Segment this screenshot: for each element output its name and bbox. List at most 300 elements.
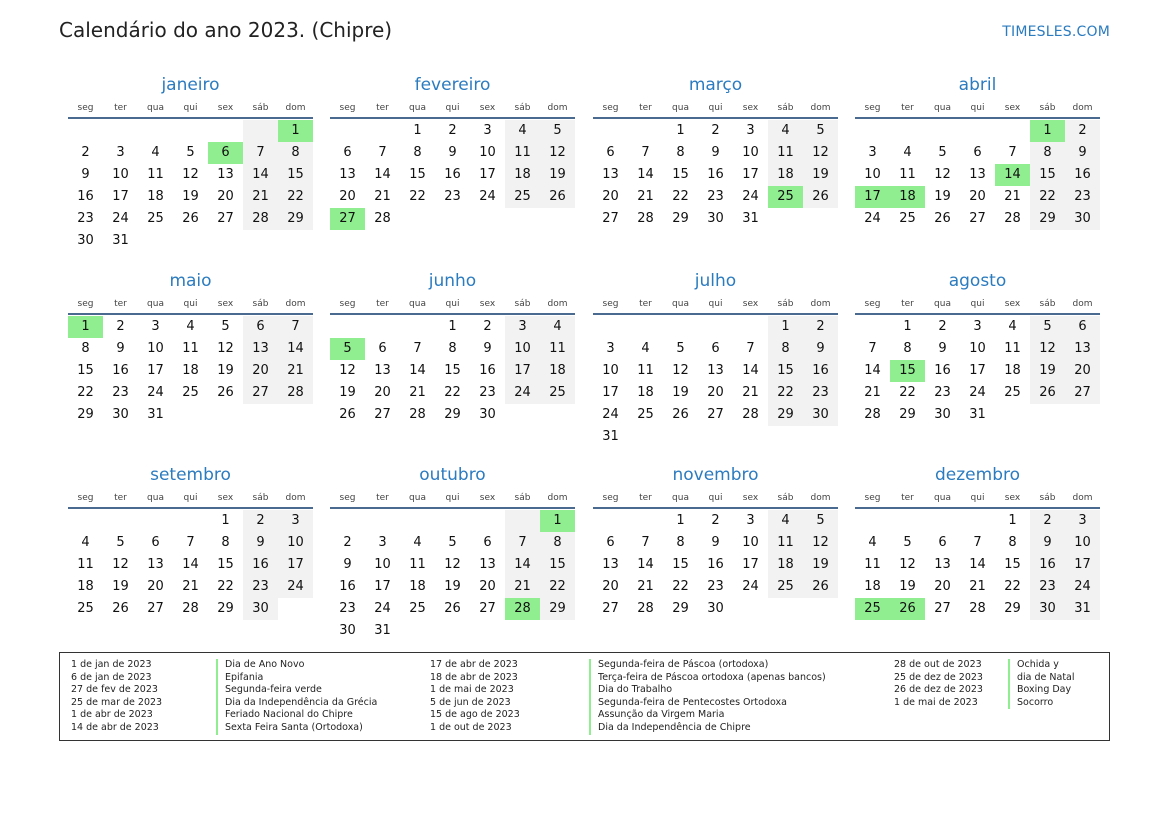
day-cell[interactable]: 18	[77, 579, 94, 594]
day-cell[interactable]: 10	[864, 167, 881, 182]
day-cell[interactable]: 18	[864, 579, 881, 594]
day-cell[interactable]: 23	[479, 385, 496, 400]
day-cell[interactable]: 3	[378, 535, 387, 550]
day-cell[interactable]: 27	[217, 211, 234, 226]
day-cell[interactable]: 14	[742, 363, 759, 378]
day-cell[interactable]: 25	[637, 407, 654, 422]
day-cell[interactable]: 7	[278, 316, 313, 338]
day-cell[interactable]: 20	[1065, 360, 1100, 382]
day-cell[interactable]: 2	[1065, 120, 1100, 142]
day-cell[interactable]: 9	[938, 341, 947, 356]
day-cell[interactable]: 22	[899, 385, 916, 400]
day-cell[interactable]: 3	[973, 319, 982, 334]
day-cell[interactable]: 20	[602, 189, 619, 204]
day-cell[interactable]: 4	[1008, 319, 1017, 334]
day-cell[interactable]: 23	[1030, 576, 1065, 598]
day-cell[interactable]: 12	[540, 142, 575, 164]
day-cell[interactable]: 29	[278, 208, 313, 230]
day-cell[interactable]: 30	[934, 407, 951, 422]
day-cell[interactable]: 9	[711, 145, 720, 160]
day-cell[interactable]: 20	[934, 579, 951, 594]
day-cell[interactable]: 25	[768, 186, 803, 208]
day-cell[interactable]: 26	[182, 211, 199, 226]
day-cell[interactable]: 30	[707, 601, 724, 616]
day-cell[interactable]: 7	[1008, 145, 1017, 160]
day-cell[interactable]: 25	[540, 382, 575, 404]
brand-link[interactable]: TIMESLES.COM	[1002, 24, 1110, 40]
day-cell[interactable]: 31	[374, 623, 391, 638]
day-cell[interactable]: 6	[1065, 316, 1100, 338]
day-cell[interactable]: 8	[413, 145, 422, 160]
day-cell[interactable]: 26	[803, 186, 838, 208]
day-cell[interactable]: 14	[637, 167, 654, 182]
day-cell[interactable]: 28	[182, 601, 199, 616]
day-cell[interactable]: 2	[116, 319, 125, 334]
day-cell[interactable]: 20	[147, 579, 164, 594]
day-cell[interactable]: 12	[182, 167, 199, 182]
day-cell[interactable]: 3	[505, 316, 540, 338]
day-cell[interactable]: 9	[81, 167, 90, 182]
day-cell[interactable]: 11	[182, 341, 199, 356]
day-cell[interactable]: 6	[973, 145, 982, 160]
day-cell[interactable]: 30	[339, 623, 356, 638]
day-cell[interactable]: 27	[479, 601, 496, 616]
day-cell[interactable]: 5	[903, 535, 912, 550]
day-cell[interactable]: 10	[374, 557, 391, 572]
day-cell[interactable]: 9	[243, 532, 278, 554]
day-cell[interactable]: 31	[112, 233, 129, 248]
day-cell[interactable]: 8	[221, 535, 230, 550]
day-cell[interactable]: 6	[938, 535, 947, 550]
day-cell[interactable]: 22	[278, 186, 313, 208]
day-cell[interactable]: 3	[746, 123, 755, 138]
day-cell[interactable]: 10	[969, 341, 986, 356]
day-cell[interactable]: 21	[182, 579, 199, 594]
day-cell[interactable]: 17	[112, 189, 129, 204]
day-cell[interactable]: 28	[243, 208, 278, 230]
day-cell[interactable]: 28	[637, 601, 654, 616]
day-cell[interactable]: 9	[1030, 532, 1065, 554]
day-cell[interactable]: 11	[409, 557, 426, 572]
day-cell[interactable]: 23	[707, 189, 724, 204]
day-cell[interactable]: 15	[278, 164, 313, 186]
day-cell[interactable]: 10	[1065, 532, 1100, 554]
day-cell[interactable]: 29	[672, 211, 689, 226]
day-cell[interactable]: 25	[505, 186, 540, 208]
day-cell[interactable]: 12	[899, 557, 916, 572]
day-cell[interactable]: 10	[278, 532, 313, 554]
day-cell[interactable]: 16	[444, 167, 461, 182]
day-cell[interactable]: 30	[479, 407, 496, 422]
day-cell[interactable]: 9	[343, 557, 352, 572]
day-cell[interactable]: 10	[742, 145, 759, 160]
day-cell[interactable]: 15	[1030, 164, 1065, 186]
day-cell[interactable]: 26	[217, 385, 234, 400]
day-cell[interactable]: 29	[77, 407, 94, 422]
day-cell[interactable]: 6	[711, 341, 720, 356]
day-cell[interactable]: 16	[112, 363, 129, 378]
day-cell[interactable]: 8	[81, 341, 90, 356]
day-cell[interactable]: 18	[637, 385, 654, 400]
day-cell[interactable]: 2	[938, 319, 947, 334]
day-cell[interactable]: 17	[479, 167, 496, 182]
day-cell[interactable]: 15	[217, 557, 234, 572]
day-cell[interactable]: 12	[803, 142, 838, 164]
day-cell[interactable]: 19	[339, 385, 356, 400]
day-cell[interactable]: 3	[151, 319, 160, 334]
day-cell[interactable]: 26	[890, 598, 925, 620]
day-cell[interactable]: 21	[864, 385, 881, 400]
day-cell[interactable]: 27	[330, 208, 365, 230]
day-cell[interactable]: 27	[707, 407, 724, 422]
day-cell[interactable]: 15	[672, 557, 689, 572]
day-cell[interactable]: 16	[707, 557, 724, 572]
day-cell[interactable]: 1	[448, 319, 457, 334]
day-cell[interactable]: 11	[768, 142, 803, 164]
day-cell[interactable]: 27	[243, 382, 278, 404]
day-cell[interactable]: 6	[243, 316, 278, 338]
day-cell[interactable]: 7	[186, 535, 195, 550]
day-cell[interactable]: 31	[742, 211, 759, 226]
day-cell[interactable]: 2	[483, 319, 492, 334]
day-cell[interactable]: 22	[768, 382, 803, 404]
day-cell[interactable]: 28	[278, 382, 313, 404]
day-cell[interactable]: 21	[278, 360, 313, 382]
day-cell[interactable]: 30	[707, 211, 724, 226]
day-cell[interactable]: 1	[221, 513, 230, 528]
day-cell[interactable]: 3	[868, 145, 877, 160]
day-cell[interactable]: 19	[803, 554, 838, 576]
day-cell[interactable]: 27	[969, 211, 986, 226]
day-cell[interactable]: 29	[1030, 208, 1065, 230]
day-cell[interactable]: 14	[182, 557, 199, 572]
day-cell[interactable]: 4	[186, 319, 195, 334]
day-cell[interactable]: 29	[899, 407, 916, 422]
day-cell[interactable]: 5	[186, 145, 195, 160]
day-cell[interactable]: 23	[339, 601, 356, 616]
day-cell[interactable]: 18	[182, 363, 199, 378]
day-cell[interactable]: 4	[151, 145, 160, 160]
day-cell[interactable]: 2	[1030, 510, 1065, 532]
day-cell[interactable]: 26	[112, 601, 129, 616]
day-cell[interactable]: 16	[1065, 164, 1100, 186]
day-cell[interactable]: 7	[868, 341, 877, 356]
day-cell[interactable]: 18	[409, 579, 426, 594]
day-cell[interactable]: 6	[483, 535, 492, 550]
day-cell[interactable]: 17	[1065, 554, 1100, 576]
day-cell[interactable]: 15	[672, 167, 689, 182]
day-cell[interactable]: 20	[707, 385, 724, 400]
day-cell[interactable]: 4	[868, 535, 877, 550]
day-cell[interactable]: 19	[672, 385, 689, 400]
day-cell[interactable]: 18	[768, 164, 803, 186]
day-cell[interactable]: 18	[1004, 363, 1021, 378]
day-cell[interactable]: 24	[479, 189, 496, 204]
day-cell[interactable]: 5	[221, 319, 230, 334]
day-cell[interactable]: 21	[637, 189, 654, 204]
day-cell[interactable]: 12	[112, 557, 129, 572]
day-cell[interactable]: 17	[969, 363, 986, 378]
day-cell[interactable]: 31	[147, 407, 164, 422]
day-cell[interactable]: 28	[1004, 211, 1021, 226]
day-cell[interactable]: 28	[374, 211, 391, 226]
day-cell[interactable]: 8	[448, 341, 457, 356]
day-cell[interactable]: 18	[768, 554, 803, 576]
day-cell[interactable]: 14	[864, 363, 881, 378]
day-cell[interactable]: 5	[116, 535, 125, 550]
day-cell[interactable]: 11	[77, 557, 94, 572]
day-cell[interactable]: 14	[505, 554, 540, 576]
day-cell[interactable]: 21	[374, 189, 391, 204]
day-cell[interactable]: 22	[672, 189, 689, 204]
day-cell[interactable]: 12	[934, 167, 951, 182]
day-cell[interactable]: 14	[409, 363, 426, 378]
day-cell[interactable]: 12	[672, 363, 689, 378]
day-cell[interactable]: 9	[711, 535, 720, 550]
day-cell[interactable]: 16	[479, 363, 496, 378]
day-cell[interactable]: 19	[899, 579, 916, 594]
day-cell[interactable]: 20	[243, 360, 278, 382]
day-cell[interactable]: 13	[217, 167, 234, 182]
day-cell[interactable]: 8	[676, 535, 685, 550]
day-cell[interactable]: 20	[374, 385, 391, 400]
day-cell[interactable]: 15	[409, 167, 426, 182]
day-cell[interactable]: 5	[803, 120, 838, 142]
day-cell[interactable]: 16	[339, 579, 356, 594]
day-cell[interactable]: 15	[77, 363, 94, 378]
day-cell[interactable]: 8	[676, 145, 685, 160]
day-cell[interactable]: 23	[243, 576, 278, 598]
day-cell[interactable]: 30	[243, 598, 278, 620]
day-cell[interactable]: 5	[803, 510, 838, 532]
day-cell[interactable]: 18	[540, 360, 575, 382]
day-cell[interactable]: 19	[1030, 360, 1065, 382]
day-cell[interactable]: 13	[934, 557, 951, 572]
day-cell[interactable]: 24	[147, 385, 164, 400]
day-cell[interactable]: 17	[278, 554, 313, 576]
day-cell[interactable]: 1	[1008, 513, 1017, 528]
day-cell[interactable]: 7	[746, 341, 755, 356]
day-cell[interactable]: 31	[969, 407, 986, 422]
day-cell[interactable]: 29	[444, 407, 461, 422]
day-cell[interactable]: 6	[208, 142, 243, 164]
day-cell[interactable]: 2	[711, 123, 720, 138]
day-cell[interactable]: 27	[147, 601, 164, 616]
day-cell[interactable]: 29	[540, 598, 575, 620]
day-cell[interactable]: 30	[77, 233, 94, 248]
day-cell[interactable]: 11	[505, 142, 540, 164]
day-cell[interactable]: 15	[1004, 557, 1021, 572]
day-cell[interactable]: 14	[278, 338, 313, 360]
day-cell[interactable]: 16	[707, 167, 724, 182]
day-cell[interactable]: 22	[444, 385, 461, 400]
day-cell[interactable]: 25	[768, 576, 803, 598]
day-cell[interactable]: 24	[864, 211, 881, 226]
day-cell[interactable]: 7	[378, 145, 387, 160]
day-cell[interactable]: 1	[1030, 120, 1065, 142]
day-cell[interactable]: 5	[1030, 316, 1065, 338]
day-cell[interactable]: 30	[1030, 598, 1065, 620]
day-cell[interactable]: 7	[413, 341, 422, 356]
day-cell[interactable]: 2	[803, 316, 838, 338]
day-cell[interactable]: 16	[1030, 554, 1065, 576]
day-cell[interactable]: 11	[147, 167, 164, 182]
day-cell[interactable]: 24	[602, 407, 619, 422]
day-cell[interactable]: 9	[803, 338, 838, 360]
day-cell[interactable]: 27	[602, 211, 619, 226]
day-cell[interactable]: 14	[374, 167, 391, 182]
day-cell[interactable]: 9	[483, 341, 492, 356]
day-cell[interactable]: 23	[77, 211, 94, 226]
day-cell[interactable]: 17	[602, 385, 619, 400]
day-cell[interactable]: 8	[903, 341, 912, 356]
day-cell[interactable]: 4	[413, 535, 422, 550]
day-cell[interactable]: 13	[602, 557, 619, 572]
day-cell[interactable]: 10	[479, 145, 496, 160]
day-cell[interactable]: 12	[803, 532, 838, 554]
day-cell[interactable]: 19	[934, 189, 951, 204]
day-cell[interactable]: 11	[1004, 341, 1021, 356]
day-cell[interactable]: 6	[606, 145, 615, 160]
day-cell[interactable]: 26	[1030, 382, 1065, 404]
day-cell[interactable]: 18	[890, 186, 925, 208]
day-cell[interactable]: 20	[339, 189, 356, 204]
day-cell[interactable]: 13	[969, 167, 986, 182]
day-cell[interactable]: 20	[479, 579, 496, 594]
day-cell[interactable]: 3	[1065, 510, 1100, 532]
day-cell[interactable]: 19	[217, 363, 234, 378]
day-cell[interactable]: 21	[969, 579, 986, 594]
day-cell[interactable]: 17	[374, 579, 391, 594]
day-cell[interactable]: 11	[637, 363, 654, 378]
day-cell[interactable]: 6	[343, 145, 352, 160]
day-cell[interactable]: 13	[1065, 338, 1100, 360]
day-cell[interactable]: 19	[803, 164, 838, 186]
day-cell[interactable]: 28	[409, 407, 426, 422]
day-cell[interactable]: 23	[934, 385, 951, 400]
day-cell[interactable]: 13	[707, 363, 724, 378]
day-cell[interactable]: 14	[637, 557, 654, 572]
day-cell[interactable]: 2	[243, 510, 278, 532]
day-cell[interactable]: 30	[112, 407, 129, 422]
day-cell[interactable]: 3	[278, 510, 313, 532]
day-cell[interactable]: 12	[217, 341, 234, 356]
day-cell[interactable]: 13	[339, 167, 356, 182]
day-cell[interactable]: 29	[1004, 601, 1021, 616]
day-cell[interactable]: 14	[995, 164, 1030, 186]
day-cell[interactable]: 22	[77, 385, 94, 400]
day-cell[interactable]: 8	[540, 532, 575, 554]
day-cell[interactable]: 6	[606, 535, 615, 550]
day-cell[interactable]: 8	[1030, 142, 1065, 164]
day-cell[interactable]: 24	[1065, 576, 1100, 598]
day-cell[interactable]: 21	[1004, 189, 1021, 204]
day-cell[interactable]: 14	[969, 557, 986, 572]
day-cell[interactable]: 7	[505, 532, 540, 554]
day-cell[interactable]: 21	[243, 186, 278, 208]
day-cell[interactable]: 8	[278, 142, 313, 164]
day-cell[interactable]: 5	[540, 120, 575, 142]
day-cell[interactable]: 10	[112, 167, 129, 182]
day-cell[interactable]: 11	[864, 557, 881, 572]
day-cell[interactable]: 26	[803, 576, 838, 598]
day-cell[interactable]: 11	[768, 532, 803, 554]
day-cell[interactable]: 21	[409, 385, 426, 400]
day-cell[interactable]: 3	[483, 123, 492, 138]
day-cell[interactable]: 26	[934, 211, 951, 226]
day-cell[interactable]: 18	[147, 189, 164, 204]
day-cell[interactable]: 2	[448, 123, 457, 138]
day-cell[interactable]: 19	[540, 164, 575, 186]
day-cell[interactable]: 21	[742, 385, 759, 400]
day-cell[interactable]: 11	[899, 167, 916, 182]
day-cell[interactable]: 22	[217, 579, 234, 594]
day-cell[interactable]: 26	[672, 407, 689, 422]
day-cell[interactable]: 1	[676, 513, 685, 528]
day-cell[interactable]: 3	[746, 513, 755, 528]
day-cell[interactable]: 31	[602, 429, 619, 444]
day-cell[interactable]: 22	[409, 189, 426, 204]
day-cell[interactable]: 20	[602, 579, 619, 594]
day-cell[interactable]: 7	[641, 535, 650, 550]
day-cell[interactable]: 29	[768, 404, 803, 426]
day-cell[interactable]: 16	[77, 189, 94, 204]
day-cell[interactable]: 9	[448, 145, 457, 160]
day-cell[interactable]: 25	[77, 601, 94, 616]
day-cell[interactable]: 25	[855, 598, 890, 620]
day-cell[interactable]: 5	[448, 535, 457, 550]
day-cell[interactable]: 17	[742, 557, 759, 572]
day-cell[interactable]: 2	[81, 145, 90, 160]
day-cell[interactable]: 1	[540, 510, 575, 532]
day-cell[interactable]: 4	[768, 510, 803, 532]
day-cell[interactable]: 23	[444, 189, 461, 204]
day-cell[interactable]: 27	[374, 407, 391, 422]
day-cell[interactable]: 23	[1065, 186, 1100, 208]
day-cell[interactable]: 27	[1065, 382, 1100, 404]
day-cell[interactable]: 19	[112, 579, 129, 594]
day-cell[interactable]: 15	[444, 363, 461, 378]
day-cell[interactable]: 31	[1065, 598, 1100, 620]
day-cell[interactable]: 29	[217, 601, 234, 616]
day-cell[interactable]: 3	[606, 341, 615, 356]
day-cell[interactable]: 4	[903, 145, 912, 160]
day-cell[interactable]: 24	[505, 382, 540, 404]
day-cell[interactable]: 1	[278, 120, 313, 142]
day-cell[interactable]: 16	[934, 363, 951, 378]
day-cell[interactable]: 14	[243, 164, 278, 186]
day-cell[interactable]: 3	[116, 145, 125, 160]
day-cell[interactable]: 10	[147, 341, 164, 356]
day-cell[interactable]: 5	[938, 145, 947, 160]
day-cell[interactable]: 29	[672, 601, 689, 616]
day-cell[interactable]: 24	[112, 211, 129, 226]
day-cell[interactable]: 19	[182, 189, 199, 204]
day-cell[interactable]: 9	[116, 341, 125, 356]
day-cell[interactable]: 24	[969, 385, 986, 400]
day-cell[interactable]: 4	[641, 341, 650, 356]
day-cell[interactable]: 6	[378, 341, 387, 356]
day-cell[interactable]: 22	[672, 579, 689, 594]
day-cell[interactable]: 13	[602, 167, 619, 182]
day-cell[interactable]: 22	[540, 576, 575, 598]
day-cell[interactable]: 5	[330, 338, 365, 360]
day-cell[interactable]: 21	[505, 576, 540, 598]
day-cell[interactable]: 15	[540, 554, 575, 576]
day-cell[interactable]: 13	[374, 363, 391, 378]
day-cell[interactable]: 7	[973, 535, 982, 550]
day-cell[interactable]: 25	[409, 601, 426, 616]
